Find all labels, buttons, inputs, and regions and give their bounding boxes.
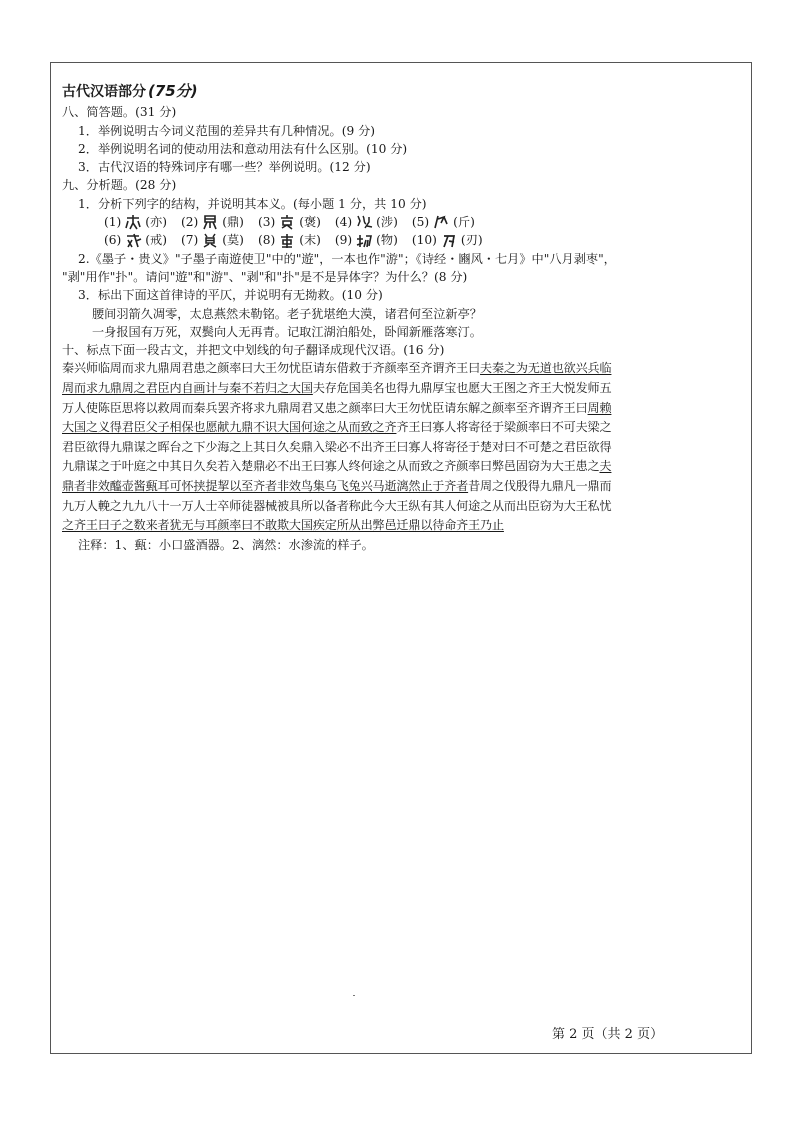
char-item: (9) (物)	[334, 233, 398, 248]
q10-note: 注释：1、甀：小口盛酒器。2、漓然：水渗流的样子。	[78, 537, 374, 552]
exam-page-body	[62, 82, 740, 554]
q9-item-3: 3．标出下面这首律诗的平仄，并说明有无拗救。(10 分)	[78, 288, 383, 303]
char-item: (3) (褒)	[257, 215, 321, 230]
ancient-glyph-icon	[355, 233, 373, 249]
poem-line-1: 腰间羽箭久凋零，太息燕然未勒铭。老子犹堪绝大漠，诸君何至泣新亭？	[92, 306, 482, 321]
char-item: (6) (戒)	[104, 233, 167, 248]
passage-text: 齐王曰寡人将寄径于梁颜率曰不可夫梁之	[396, 420, 612, 435]
underlined-sentence: 之齐王曰子之数来者犹无与耳颜率曰不敢欺大国疾定所从出弊邑迁鼎以待命齐王乃止	[62, 518, 504, 533]
passage-text: 秦兴师临周而求九鼎周君患之颜率曰大王勿忧臣请东借救于齐颜率至齐谓齐王曰	[62, 361, 481, 376]
underlined-sentence: 周而求九鼎周之君臣内自画计与秦不若归之大国	[62, 381, 313, 396]
handwritten-score: (75分)	[148, 82, 198, 100]
char-item: (7) (莫)	[180, 233, 244, 248]
passage-line	[62, 399, 740, 419]
q8-item-3: 3．古代汉语的特殊词序有哪一些？举例说明。(12 分)	[78, 160, 371, 175]
passage-line	[62, 379, 740, 399]
passage-line	[62, 418, 740, 438]
page-footer: 第 2 页（共 2 页）	[552, 1027, 664, 1042]
passage-text: 君臣欲得九鼎谋之晖台之下少海之上其日久矣鼎入梁必不出齐王曰寡人将寄径于楚对曰不可楚之君臣欲得	[62, 439, 612, 454]
passage-text: 万人使陈臣思将以救周而秦兵罢齐将求九鼎周君又患之颜率曰大王勿忧臣请东解之颜率至齐谓齐王曰	[62, 400, 588, 415]
passage-text: 昔周之伐殷得九鼎凡一鼎而	[468, 479, 612, 494]
ancient-glyph-icon	[124, 233, 142, 249]
section-title: 古代汉语部分 (75分)	[62, 82, 198, 100]
passage-line	[62, 516, 740, 536]
poem-line-2: 一身报国有万死，双鬓向人无再青。记取江湖泊船处，卧闻新雁落寒汀。	[92, 324, 482, 339]
underlined-sentence: 周赖	[587, 400, 612, 415]
passage-line	[62, 438, 740, 458]
ancient-glyph-icon	[278, 214, 296, 230]
q8-item-2: 2．举例说明名词的使动用法和意动用法有什么区别。(10 分)	[78, 141, 408, 156]
ancient-char-row-2	[62, 231, 740, 249]
char-item: (1) (亦)	[104, 215, 167, 230]
ancient-glyph-icon	[278, 233, 296, 249]
passage-text: 夫存危国美名也得九鼎厚宝也愿大王图之齐王大悦发师五	[312, 381, 612, 396]
ancient-glyph-icon	[201, 233, 219, 249]
ancient-glyph-icon	[355, 214, 373, 230]
ancient-glyph-icon	[201, 214, 219, 230]
passage-line	[62, 359, 740, 379]
passage-line	[62, 477, 740, 497]
char-item: (8) (末)	[257, 233, 321, 248]
underlined-sentence: 夫	[599, 459, 612, 474]
q10-title: 十、标点下面一段古文，并把文中划线的句子翻译成现代汉语。(16 分)	[62, 343, 445, 358]
underlined-sentence: 大国之义得君臣父子相保也愿献九鼎不识大国何途之从而致之齐	[62, 420, 397, 435]
ancient-glyph-icon	[432, 214, 450, 230]
underlined-sentence: 鼎者非效醯壶酱甀耳可怀挟提挈以至齐者非效鸟集乌飞兔兴马逝漓然止于齐者	[62, 479, 469, 494]
scan-speck	[353, 995, 355, 996]
ancient-glyph-icon	[124, 214, 142, 230]
q8-item-1: 1．举例说明古今词义范围的差异共有几种情况。(9 分)	[78, 123, 376, 138]
ancient-char-row-1	[62, 213, 740, 231]
q9-item-2-line-2: "剥"用作"扑"。请问"遊"和"游"、"剥"和"扑"是不是异体字？为什么？(8 分)	[62, 269, 468, 284]
passage-text: 九万人輓之九九八十一万人士卒师徒器械被具所以备者称此今大王纵有其人何途之从而出臣窃为大王私忧	[62, 498, 612, 513]
char-item: (2) (鼎)	[180, 215, 244, 230]
char-item: (10) (刃)	[411, 233, 483, 248]
q9-item-1: 1．分析下列字的结构，并说明其本义。(每小题 1 分，共 10 分)	[78, 196, 427, 211]
q9-title: 九、分析题。(28 分)	[62, 178, 177, 193]
passage-text: 九鼎谋之于叶庭之中其日久矣若入楚鼎必不出王曰寡人终何途之从而致之齐颜率曰弊邑固窃为大王患之	[62, 459, 600, 474]
classical-passage	[62, 359, 740, 535]
ancient-glyph-icon	[440, 233, 458, 249]
char-item: (5) (斤)	[411, 215, 475, 230]
q8-title: 八、简答题。(31 分)	[62, 105, 177, 120]
underlined-sentence: 夫秦之为无道也欲兴兵临	[480, 361, 612, 376]
passage-line	[62, 497, 740, 517]
char-item: (4) (涉)	[334, 215, 398, 230]
passage-line	[62, 457, 740, 477]
q9-item-2-line-1: 2.《墨子・贵义》"子墨子南遊使卫"中的"遊"，一本也作"游"；《诗经・豳风・七月》中"八月剥枣"，	[78, 251, 616, 266]
